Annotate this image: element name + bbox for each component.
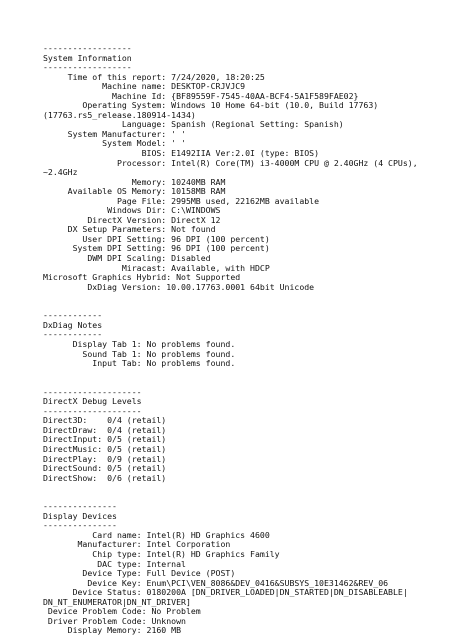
section-rule: --------------- [43, 501, 117, 512]
section-rule: --------------- [43, 520, 117, 531]
report-line: DirectShow: 0/6 (retail) [43, 472, 167, 483]
report-line: ~2.4GHz [43, 167, 78, 178]
section-display-devices [43, 502, 463, 636]
report-line: (17763.rs5_release.180914-1434) [43, 109, 196, 120]
report-line: Device Problem Code: No Problem [43, 606, 201, 617]
section-dxdiag-notes [43, 311, 463, 368]
report-line: DWM DPI Scaling: Disabled [43, 253, 211, 264]
section-heading: DirectX Debug Levels [43, 396, 142, 407]
section-heading: System Information [43, 52, 132, 63]
section-system-information [43, 44, 463, 292]
report-line: Device Status: 0180200A [DN_DRIVER_LOADED|DN_STARTED|DN_DISABLEABLE| [43, 587, 408, 598]
section-rule: ------------------ [43, 62, 132, 73]
report-line: DirectPlay: 0/9 (retail) [43, 453, 167, 464]
report-line: Memory: 10240MB RAM [43, 176, 226, 187]
report-line: DirectDraw: 0/4 (retail) [43, 424, 167, 435]
dxdiag-report [43, 44, 463, 636]
report-line: Device Key: Enum\PCI\VEN_8086&DEV_0416&SUBSYS_10E31462&REV_06 [43, 577, 389, 588]
section-rule: ------------ [43, 329, 103, 340]
report-line: Operating System: Windows 10 Home 64-bit (10.0, Build 17763) [43, 100, 379, 111]
report-line: Windows Dir: C:\WINDOWS [43, 205, 221, 216]
report-line: Chip type: Intel(R) HD Graphics Family [43, 548, 280, 559]
section-rule: -------------------- [43, 405, 142, 416]
blank-line [43, 302, 463, 312]
report-line: DirectX Version: DirectX 12 [43, 214, 221, 225]
report-line: DAC type: Internal [43, 558, 186, 569]
section-directx-debug-levels [43, 388, 463, 483]
report-line: DxDiag Version: 10.00.17763.0001 64bit Unicode [43, 281, 315, 292]
report-line: System Model: ' ' [43, 138, 186, 149]
report-line: Machine Id: {BF89559F-7545-40AA-BCF4-5A1F589FAE02} [43, 90, 359, 101]
report-line: Card name: Intel(R) HD Graphics 4600 [43, 529, 270, 540]
report-line: Device Type: Full Device (POST) [43, 568, 236, 579]
report-line: System Manufacturer: ' ' [43, 128, 186, 139]
section-heading: Display Devices [43, 510, 117, 521]
report-line: Sound Tab 1: No problems found. [43, 348, 236, 359]
report-line: Display Memory: 2160 MB [43, 625, 182, 636]
section-rule: ------------------ [43, 43, 132, 53]
report-line: Available OS Memory: 10158MB RAM [43, 186, 226, 197]
report-line: DX Setup Parameters: Not found [43, 224, 216, 235]
report-line: Direct3D: 0/4 (retail) [43, 415, 167, 426]
report-line: User DPI Setting: 96 DPI (100 percent) [43, 233, 270, 244]
report-line: Microsoft Graphics Hybrid: Not Supported [43, 272, 241, 283]
report-line: BIOS: E1492IIA Ver:2.0I (type: BIOS) [43, 148, 320, 159]
section-heading: DxDiag Notes [43, 319, 103, 330]
report-line: Driver Problem Code: Unknown [43, 615, 186, 626]
report-line: Language: Spanish (Regional Setting: Spanish) [43, 119, 344, 130]
report-line: DirectSound: 0/5 (retail) [43, 463, 167, 474]
report-line: Miracast: Available, with HDCP [43, 262, 270, 273]
report-line: Time of this report: 7/24/2020, 18:20:25 [43, 71, 265, 82]
blank-line [43, 369, 463, 379]
report-line: DirectMusic: 0/5 (retail) [43, 443, 167, 454]
section-rule: -------------------- [43, 386, 142, 397]
blank-line [43, 483, 463, 493]
report-line: Input Tab: No problems found. [43, 358, 236, 369]
section-rule: ------------ [43, 310, 103, 321]
report-line: Display Tab 1: No problems found. [43, 338, 236, 349]
report-line: System DPI Setting: 96 DPI (100 percent) [43, 243, 270, 254]
report-line: DN_NT_ENUMERATOR|DN_NT_DRIVER] [43, 596, 191, 607]
report-line: Page File: 2995MB used, 22162MB available [43, 195, 320, 206]
report-line: Manufacturer: Intel Corporation [43, 539, 231, 550]
report-line: Machine name: DESKTOP-CRJVJC9 [43, 81, 246, 92]
report-line: DirectInput: 0/5 (retail) [43, 434, 167, 445]
blank-line [43, 292, 463, 302]
report-line: Processor: Intel(R) Core(TM) i3-4000M CPU @ 2.40GHz (4 CPUs), [43, 157, 418, 168]
